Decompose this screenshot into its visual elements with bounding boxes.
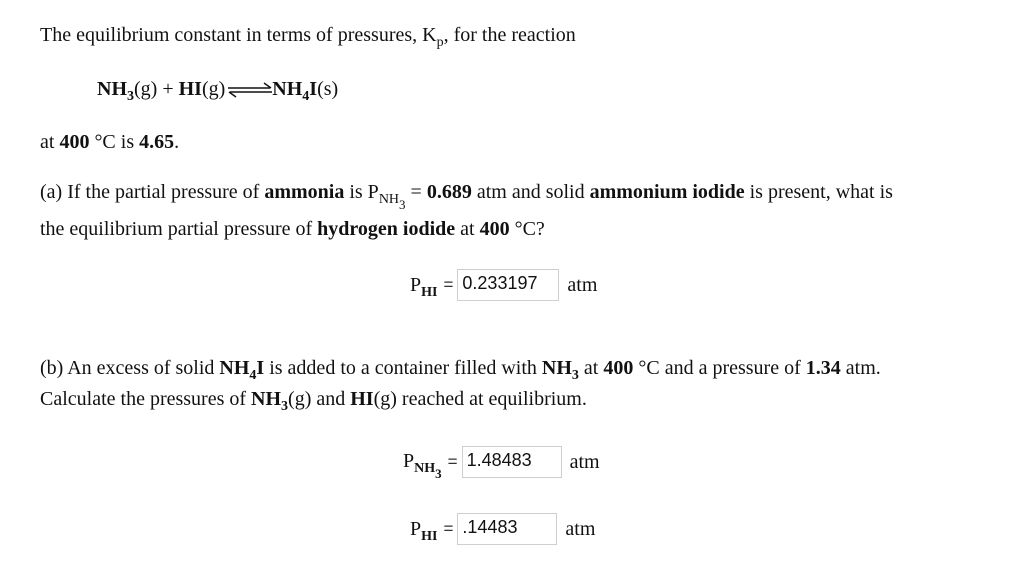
unit-label: atm xyxy=(567,273,598,296)
part-a-question-line1: (a) If the partial pressure of ammonia is $P_{NH3} = 0.689$ atm and solid ammonium iodide is present, what is xyxy=(40,181,893,212)
p-hi-label: $P_{HI}$ xyxy=(410,517,438,544)
part-b-question-line2: Calculate the pressures of $NH_3(g)$ and HI(g) reached at equilibrium. xyxy=(40,388,587,414)
condition-text: at 400 °C is 4.65. xyxy=(40,131,180,153)
equals-sign: = xyxy=(443,275,454,294)
p-nh3-label: $P_{NH3}$ xyxy=(403,450,442,481)
p-hi-answer-input[interactable]: 0.233197 xyxy=(457,269,559,301)
unit-label: atm xyxy=(569,450,600,473)
equals-sign: = xyxy=(447,452,458,471)
equilibrium-arrow-icon xyxy=(226,81,274,99)
part-a-answer-row xyxy=(410,269,597,301)
part-b-nh3-answer-row xyxy=(403,446,600,481)
intro-text: The equilibrium constant in terms of pressures, $K_p$, for the reaction xyxy=(40,24,576,50)
p-hi-answer-input-b[interactable]: .14483 xyxy=(457,513,557,545)
p-hi-label: $P_{HI}$ xyxy=(410,273,438,300)
p-nh3-answer-input[interactable]: 1.48483 xyxy=(462,446,562,478)
part-b-hi-answer-row xyxy=(410,513,595,545)
unit-label: atm xyxy=(565,517,596,540)
equals-sign: = xyxy=(443,519,454,538)
part-b-question-line1: (b) An excess of solid $NH_4I$ is added to a container filled with $NH_3$ at 400 °C and a pressure of 1.34 atm. xyxy=(40,357,881,383)
reaction-equation: $NH_3(g) + HI(g)$ $NH_4I(s)$ xyxy=(97,78,339,104)
part-a-question-line2: the equilibrium partial pressure of hydrogen iodide at 400 °C? xyxy=(40,218,545,240)
